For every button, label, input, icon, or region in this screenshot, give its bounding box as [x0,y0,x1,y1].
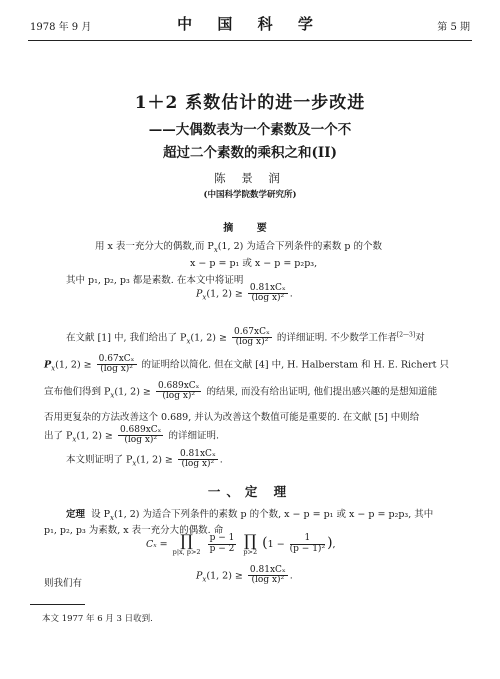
header-rule [28,40,472,41]
body-para-line-3: 宣布他们得到 $P_x(1$, 2) ≥ $\frac{\text{0.689xCₓ}}{\text{(log x)²}}$ 的结果, 而没有给出证明, 他们提出感兴趣的是想知道能 [44,381,438,402]
affiliation: (中国科学院数学研究所) [203,190,297,200]
header-issue: 第 5 期 [437,22,470,33]
footnote: 本文 1977 年 6 月 3 日收到. [42,614,153,624]
formula-fraction: $\frac{\text{0.81xCₓ}}{\text{(log x)²}}$ [249,283,286,304]
abstract-line-3: 其中 p₁, p₂, p₃ 都是素数. 在本文中将证明 [66,275,244,286]
cx-definition: Cₓ = ∏ p|x, p>2 $\frac{p - 1}{p - 2}$ ∏ p>2 (1 − $\frac{1}{\text{(p − 1)²}}$ ), [146,531,336,556]
body-para-line-1: 在文献 [1] 中, 我们给出了 $P_x(1$, 2) ≥ $\frac{\text{0.67xCₓ}}{\text{(log x)²}}$ 的详细证明. 不少数学工作者[2—3]对 [66,327,425,348]
abstract-formula: $P_x(1$, 2) ≥ $\frac{\text{0.81xCₓ}}{\text{(log x)²}}$ . [196,283,293,304]
product-symbol-1: ∏ p|x, p>2 [172,531,201,556]
abstract-equation: x − p = p₁ 或 x − p = p₂p₃, [190,258,318,269]
theorem-line-1: 定理 设 $P_x(1$, 2) 为适合下列条件的素数 p 的个数, x − p = p₁ 或 x − p = p₂p₃, 其中 [66,509,434,522]
product-symbol-2: ∏ p>2 [243,531,258,556]
abstract-line-1: 用 x 表一充分大的偶数,而 $P_x(1$, 2) 为适合下列条件的素数 p 的个数 [95,241,382,254]
paper-subtitle-line1: ——大偶数表为一个素数及一个不 [148,122,352,138]
abstract-heading: 摘 要 [223,223,277,234]
author: 陈 景 润 [214,171,286,185]
body-para-line-4: 否用更复杂的方法改善这个 0.689, 并认为改善这个数值可能是重要的. 在文献 [5] 中则给 [44,412,420,423]
theorem-line-2: p₁, p₂, p₃ 为素数, x 表一充分大的偶数. 命 [44,525,224,536]
journal-name: 中 国 科 学 [177,15,323,33]
body-para-line-2: $P_x(1$, 2) ≥ $\frac{\text{0.67xCₓ}}{\text{(log x)²}}$ 的证明给以简化. 但在文献 [4] 中, H. Halberstam 和 H. E. Richert 只 [44,354,449,375]
body-para-line-6: 本文则证明了 $P_x(1$, 2) ≥ $\frac{\text{0.81xCₓ}}{\text{(log x)²}}$ . [66,449,223,470]
theorem-result: $P_x(1$, 2) ≥ $\frac{\text{0.81xCₓ}}{\text{(log x)²}}$ . [196,565,293,586]
paper-title: 1＋2 系数估计的进一步改进 [134,93,366,113]
header-date: 1978 年 9 月 [30,22,92,33]
section-heading: 一、定 理 [207,484,293,499]
theorem-then: 则我们有 [44,578,83,589]
paper-subtitle-line2: 超过二个素数的乘积之和(II) [163,145,337,161]
body-para-line-5: 出了 $P_x(1$, 2) ≥ $\frac{\text{0.689xCₓ}}{\text{(log x)²}}$ 的详细证明. [44,425,220,446]
footnote-rule [30,604,85,605]
